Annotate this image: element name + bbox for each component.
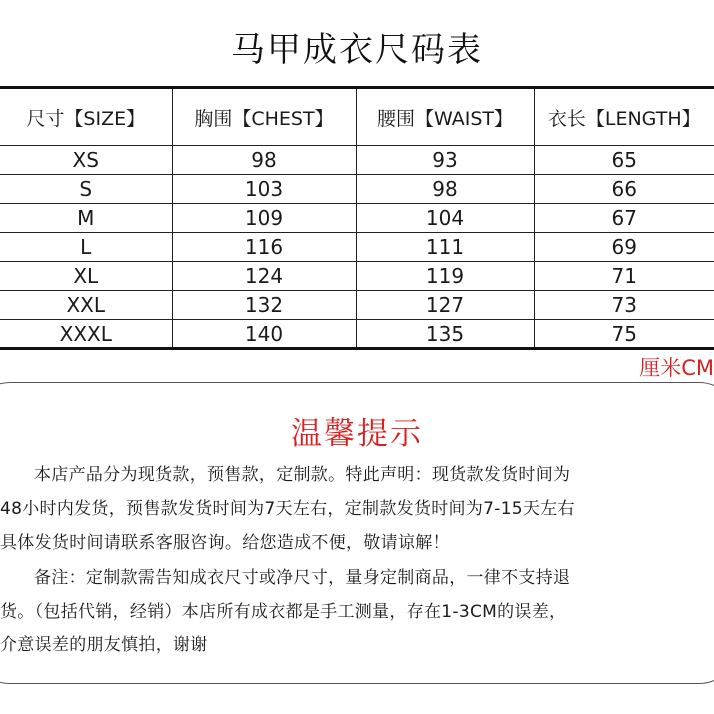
notice-line: 48小时内发货，预售款发货时间为7天左右，定制款发货时间为7-15天左右 <box>0 499 575 519</box>
chest-cell: 103 <box>172 175 356 204</box>
length-cell: 67 <box>534 204 714 233</box>
table-row <box>0 175 714 204</box>
length-cell: 65 <box>534 146 714 175</box>
waist-cell: 127 <box>356 291 534 320</box>
size-cell: M <box>0 204 172 233</box>
notice-line: 具体发货时间请联系客服咨询。给您造成不便，敬请谅解！ <box>0 533 450 553</box>
size-chart-table <box>0 86 714 350</box>
chest-cell: 116 <box>172 233 356 262</box>
header-length: 衣长【LENGTH】 <box>534 88 714 146</box>
length-cell: 71 <box>534 262 714 291</box>
size-cell: L <box>0 233 172 262</box>
table-row <box>0 320 714 349</box>
table-row <box>0 204 714 233</box>
length-cell: 69 <box>534 233 714 262</box>
chest-cell: 98 <box>172 146 356 175</box>
length-cell: 66 <box>534 175 714 204</box>
waist-cell: 104 <box>356 204 534 233</box>
size-cell: XXXL <box>0 320 172 349</box>
notice-line: 介意误差的朋友慎拍，谢谢 <box>0 635 208 655</box>
length-cell: 73 <box>534 291 714 320</box>
header-chest: 胸围【CHEST】 <box>172 88 356 146</box>
header-waist: 腰围【WAIST】 <box>356 88 534 146</box>
unit-label: 厘米CM <box>639 356 714 380</box>
table-row <box>0 233 714 262</box>
size-cell: XL <box>0 262 172 291</box>
header-size: 尺寸【SIZE】 <box>0 88 172 146</box>
notice-line: 备注：定制款需告知成衣尺寸或净尺寸，量身定制商品，一律不支持退 <box>34 568 571 588</box>
table-row <box>0 146 714 175</box>
length-cell: 75 <box>534 320 714 349</box>
size-cell: S <box>0 175 172 204</box>
chest-cell: 109 <box>172 204 356 233</box>
table-row <box>0 262 714 291</box>
chest-cell: 124 <box>172 262 356 291</box>
chest-cell: 140 <box>172 320 356 349</box>
page-title: 马甲成衣尺码表 <box>231 30 483 70</box>
notice-line: 本店产品分为现货款，预售款，定制款。特此声明：现货款发货时间为 <box>34 465 571 485</box>
size-cell: XXL <box>0 291 172 320</box>
waist-cell: 135 <box>356 320 534 349</box>
waist-cell: 93 <box>356 146 534 175</box>
waist-cell: 98 <box>356 175 534 204</box>
waist-cell: 119 <box>356 262 534 291</box>
table-row <box>0 291 714 320</box>
waist-cell: 111 <box>356 233 534 262</box>
table-header-row <box>0 88 714 146</box>
size-cell: XS <box>0 146 172 175</box>
chest-cell: 132 <box>172 291 356 320</box>
notice-title: 温馨提示 <box>291 416 423 452</box>
notice-line: 货。（包括代销，经销）本店所有成衣都是手工测量，存在1-3CM的误差， <box>0 602 567 622</box>
